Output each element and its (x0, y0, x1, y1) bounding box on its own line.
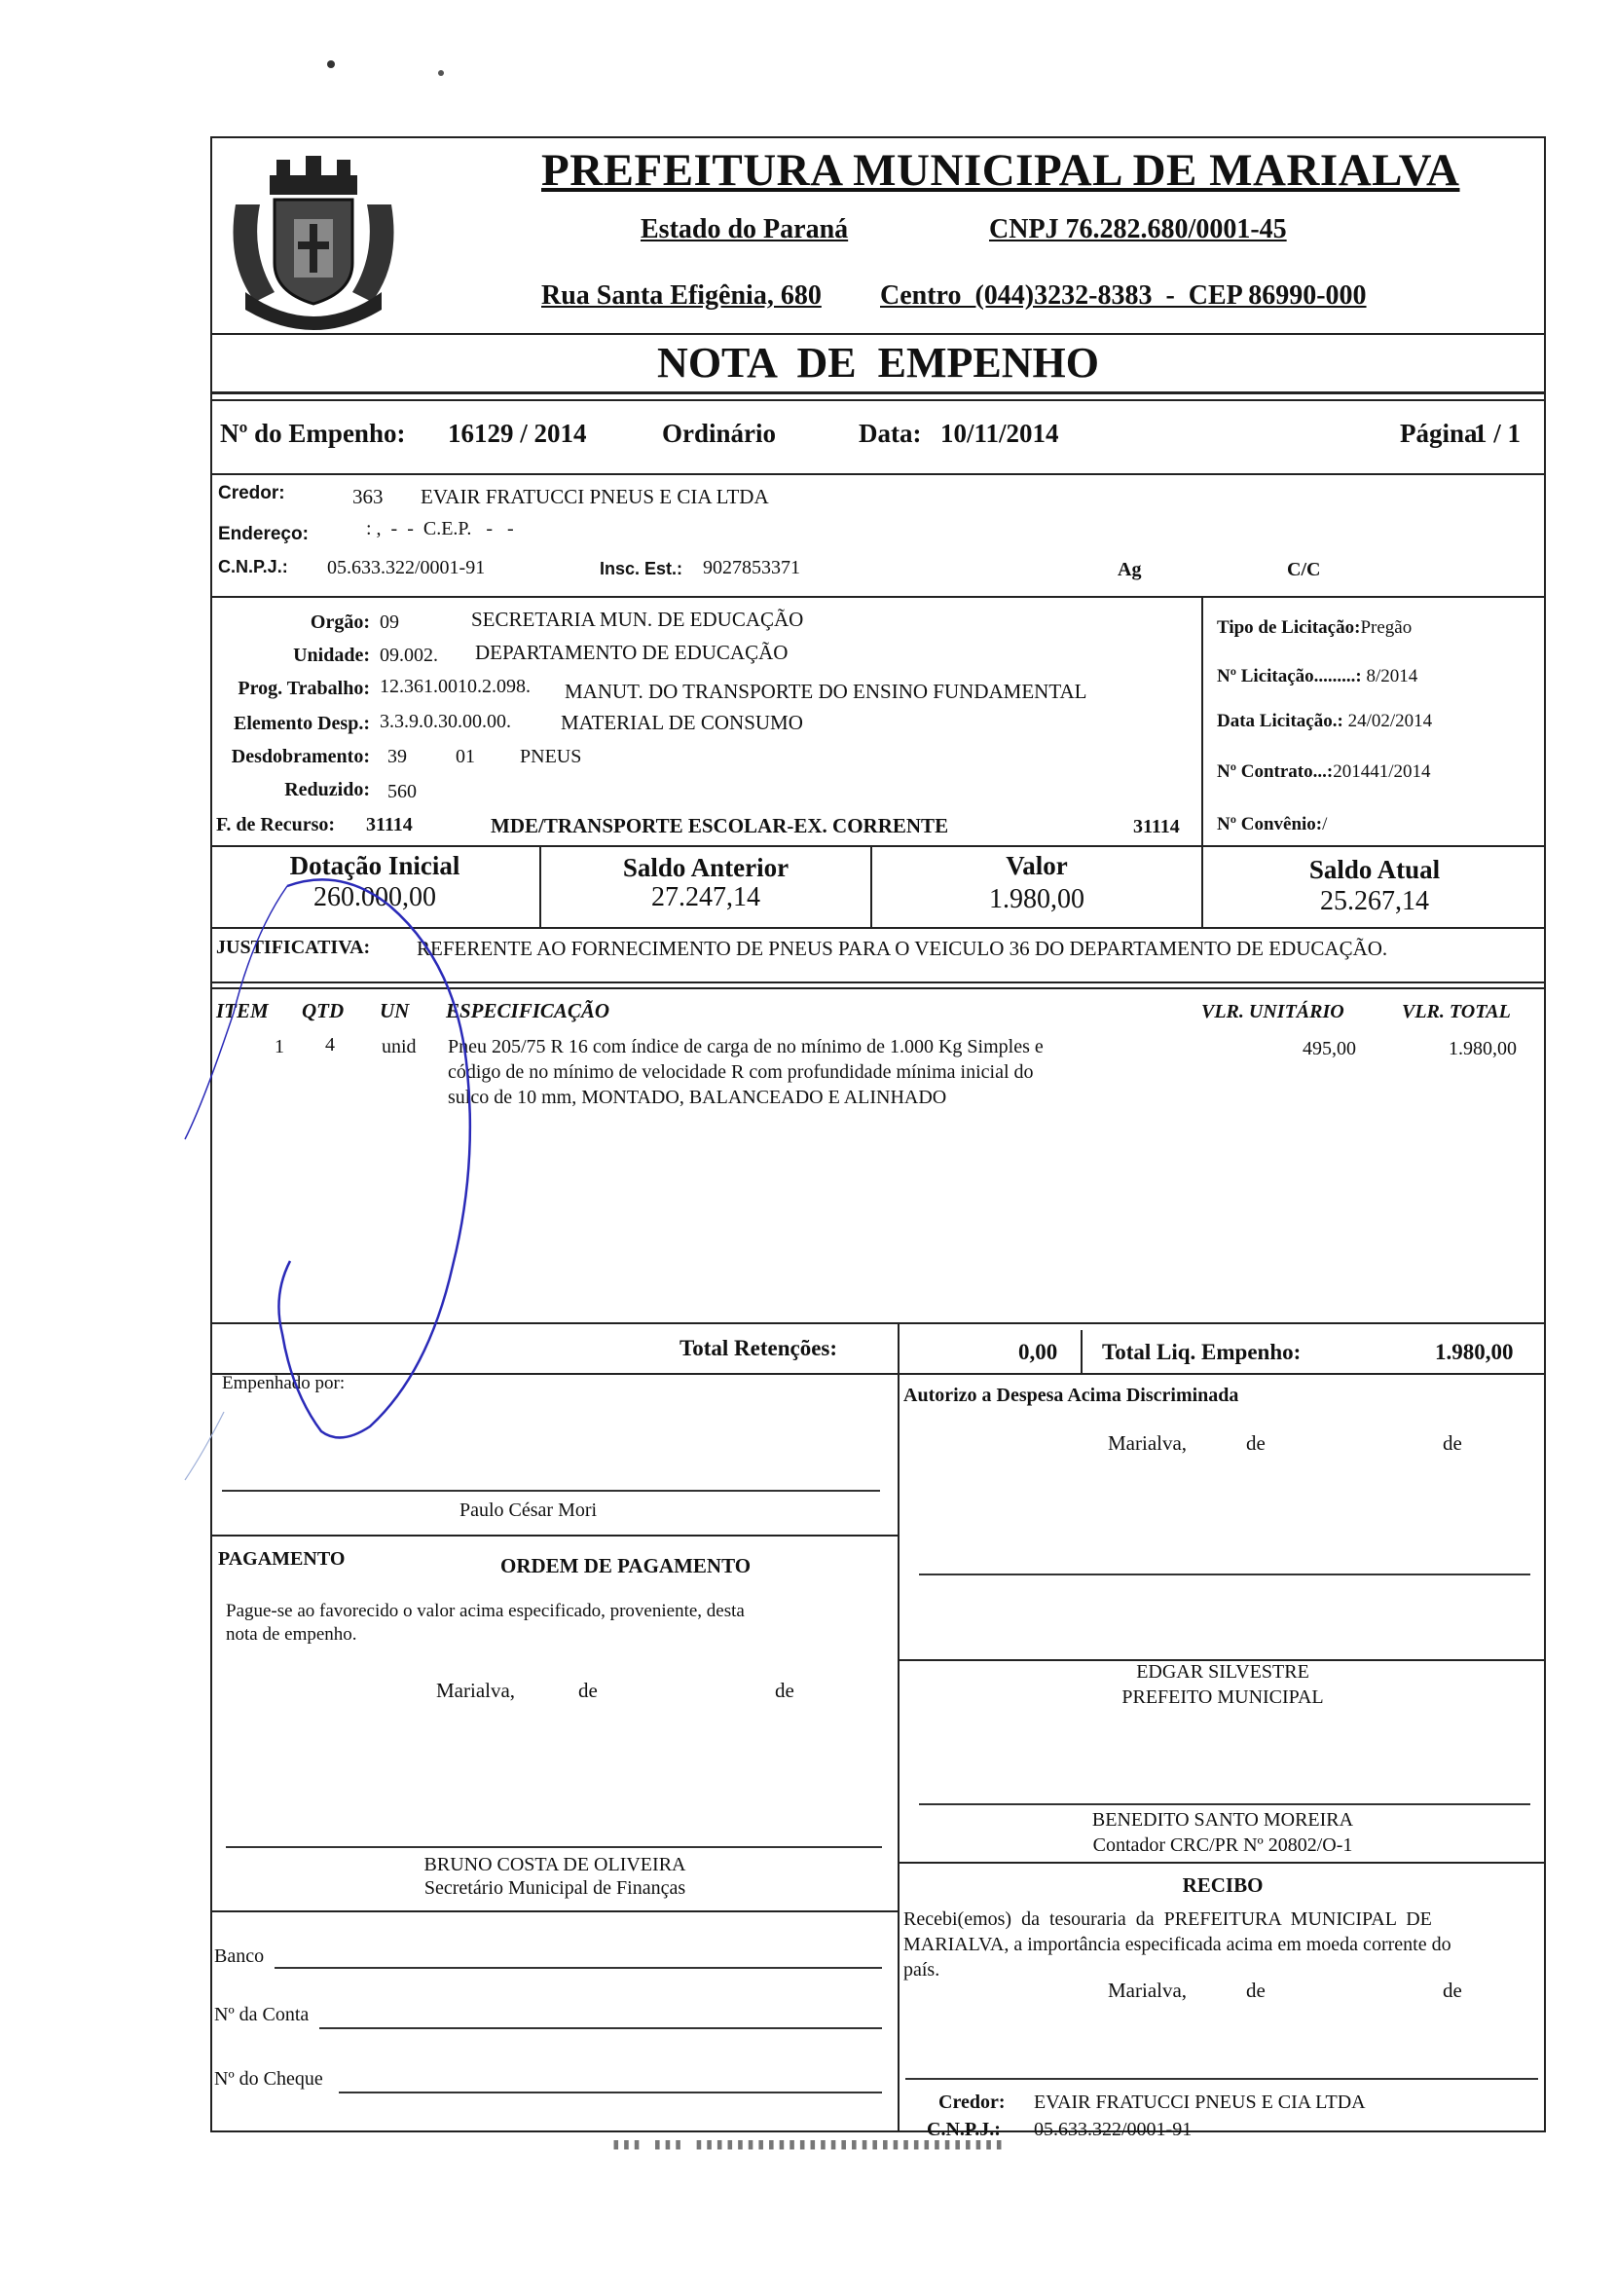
saldo-anterior-label: Saldo Anterior (622, 853, 790, 882)
dotacao-value: 260.000,00 (313, 882, 436, 912)
orgao-label: Orgão: (310, 611, 370, 633)
secretario-role: Secretário Municipal de Finanças (423, 1877, 686, 1899)
credor-cnpj-label: C.N.P.J.: (218, 557, 288, 576)
col-unitario: VLR. UNITÁRIO (1201, 1001, 1344, 1022)
desdob-name: PNEUS (520, 746, 582, 767)
saldo-atual-value: 25.267,14 (1320, 886, 1429, 916)
recibo-title: RECIBO (1182, 1873, 1264, 1897)
pagamento-text: nota de empenho. (226, 1624, 357, 1645)
retencoes-label: Total Retenções: (679, 1336, 838, 1360)
empenhado-name: Paulo César Mori (459, 1500, 598, 1521)
orgao-name: SECRETARIA MUN. DE EDUCAÇÃO (471, 608, 804, 631)
unidade-label: Unidade: (293, 645, 370, 666)
recibo-text: MARIALVA, a importância especificada acima em moeda corrente do (903, 1934, 1451, 1955)
empenho-type: Ordinário (662, 419, 777, 448)
autorizo-de2: de (1443, 1431, 1462, 1455)
col-especificacao: ESPECIFICAÇÃO (446, 999, 610, 1022)
num-licitacao-label: Nº Licitação.........: 8/2014 (1217, 666, 1418, 686)
municipal-seal (216, 146, 411, 331)
empenho-label: Nº do Empenho: (220, 419, 406, 448)
credor-name: EVAIR FRATUCCI PNEUS E CIA LTDA (421, 485, 769, 508)
elemento-label: Elemento Desp.: (234, 713, 370, 734)
recurso-label: F. de Recurso: (216, 814, 336, 835)
address: Rua Santa Efigênia, 680 (541, 280, 822, 311)
dotacao-label: Dotação Inicial (289, 851, 460, 880)
item-unit-value: 495,00 (1303, 1038, 1356, 1059)
total-liq-value: 1.980,00 (1435, 1340, 1514, 1364)
pagamento-de1: de (578, 1679, 598, 1702)
estado: Estado do Paraná (641, 214, 849, 244)
contador-role: Contador CRC/PR Nº 20802/O-1 (1092, 1834, 1353, 1856)
elemento-code: 3.3.9.0.30.00.00. (380, 711, 511, 732)
district-phone-cep: Centro (044)3232-8383 - CEP 86990-000 (880, 280, 1367, 311)
prog-name: MANUT. DO TRANSPORTE DO ENSINO FUNDAMENTAL (565, 680, 1087, 703)
page-number: 1 / 1 (1474, 419, 1522, 448)
prefeitura-title: PREFEITURA MUNICIPAL DE MARIALVA (541, 145, 1460, 196)
elemento-name: MATERIAL DE CONSUMO (561, 711, 803, 734)
unidade-name: DEPARTAMENTO DE EDUCAÇÃO (475, 641, 789, 664)
reduzido-label: Reduzido: (284, 779, 370, 800)
col-un: UN (380, 999, 410, 1022)
page-label: Página (1400, 419, 1478, 448)
justificativa-label: JUSTIFICATIVA: (216, 937, 371, 958)
saldo-atual-label: Saldo Atual (1308, 855, 1441, 884)
date-label: Data: (859, 419, 922, 448)
desdob-label: Desdobramento: (231, 746, 370, 767)
item-un: unid (382, 1036, 417, 1057)
recibo-credor: EVAIR FRATUCCI PNEUS E CIA LTDA (1034, 2092, 1366, 2113)
col-qtd: QTD (302, 999, 345, 1022)
item-number: 1 (275, 1036, 284, 1057)
reduzido: 560 (387, 781, 417, 802)
recibo-text: país. (903, 1959, 940, 1981)
ag-label: Ag (1118, 559, 1142, 580)
tipo-licitacao-label: Tipo de Licitação:Pregão (1217, 617, 1413, 638)
endereco: : , - - C.E.P. - - (366, 518, 514, 539)
scan-speck (327, 60, 335, 68)
desdob-a: 39 (387, 746, 407, 767)
empenhado-label: Empenhado por: (222, 1373, 346, 1393)
credor-code: 363 (352, 485, 384, 508)
secretario-name: BRUNO COSTA DE OLIVEIRA (423, 1854, 686, 1875)
justificativa-text: REFERENTE AO FORNECIMENTO DE PNEUS PARA O VEICULO 36 DO DEPARTAMENTO DE EDUCAÇÃO. (417, 937, 1388, 960)
recibo-cnpj-label: C.N.P.J.: (927, 2119, 1001, 2140)
recibo-cnpj: 05.633.322/0001-91 (1034, 2119, 1193, 2140)
pagamento-label: PAGAMENTO (218, 1548, 346, 1570)
retencoes-value: 0,00 (1018, 1340, 1058, 1364)
insc-value: 9027853371 (703, 557, 800, 578)
banco-label: Banco (214, 1945, 265, 1967)
data-licitacao-label: Data Licitação.: 24/02/2014 (1217, 711, 1433, 731)
recurso-code2: 31114 (1133, 816, 1180, 837)
desdob-b: 01 (456, 746, 475, 767)
recibo-de2: de (1443, 1979, 1462, 2002)
credor-label: Credor: (218, 483, 285, 503)
prefeito-role: PREFEITO MUNICIPAL (1121, 1686, 1324, 1708)
item-qtd: 4 (325, 1034, 335, 1055)
recibo-city: Marialva, (1108, 1979, 1188, 2002)
prog-code: 12.361.0010.2.098. (380, 676, 531, 697)
col-item: ITEM (216, 999, 269, 1022)
total-liq-label: Total Liq. Empenho: (1102, 1340, 1302, 1364)
cc-label: C/C (1287, 559, 1321, 580)
recurso-code: 31114 (366, 814, 413, 835)
pagamento-city: Marialva, (436, 1679, 516, 1702)
credor-cnpj: 05.633.322/0001-91 (327, 557, 486, 578)
saldo-anterior-value: 27.247,14 (651, 882, 760, 912)
orgao-code: 09 (380, 611, 399, 633)
bottom-stamp-marks: ▮▮▮ ▮▮▮ ▮▮▮▮▮▮▮▮▮▮▮▮▮▮▮▮▮▮▮▮▮▮▮▮▮▮▮▮▮▮ (611, 2134, 1006, 2153)
empenho-number: 16129 / 2014 (448, 419, 587, 448)
doc-title: NOTA DE EMPENHO (657, 339, 1099, 387)
insc-label: Insc. Est.: (600, 559, 683, 578)
prefeito-name: EDGAR SILVESTRE (1136, 1661, 1309, 1683)
prog-label: Prog. Trabalho: (238, 678, 370, 699)
ordem-pagamento: ORDEM DE PAGAMENTO (500, 1554, 752, 1577)
pagamento-de2: de (775, 1679, 794, 1702)
pagamento-text: Pague-se ao favorecido o valor acima especificado, proveniente, desta (226, 1601, 745, 1621)
item-espec-line: Pneu 205/75 R 16 com índice de carga de no mínimo de 1.000 Kg Simples e (448, 1036, 1044, 1057)
item-espec-line: sulco de 10 mm, MONTADO, BALANCEADO E ALINHADO (448, 1087, 947, 1108)
conta-label: Nº da Conta (214, 2004, 310, 2025)
recurso-name: MDE/TRANSPORTE ESCOLAR-EX. CORRENTE (491, 814, 949, 837)
col-total: VLR. TOTAL (1402, 1001, 1511, 1022)
item-espec-line: código de no mínimo de velocidade R com profundidade mínima inicial do (448, 1061, 1034, 1083)
recibo-credor-label: Credor: (938, 2092, 1006, 2113)
convenio-label: Nº Convênio:/ (1217, 814, 1328, 834)
item-total-value: 1.980,00 (1449, 1038, 1517, 1059)
recibo-de1: de (1246, 1979, 1266, 2002)
autorizo-de1: de (1246, 1431, 1266, 1455)
autorizo-city: Marialva, (1108, 1431, 1188, 1455)
valor-value: 1.980,00 (989, 884, 1084, 914)
unidade-code: 09.002. (380, 645, 438, 666)
prefeitura-cnpj: CNPJ 76.282.680/0001-45 (989, 214, 1287, 244)
recibo-text: Recebi(emos) da tesouraria da PREFEITURA MUNICIPAL DE (903, 1908, 1432, 1930)
contrato-label: Nº Contrato...:201441/2014 (1217, 761, 1431, 782)
scan-speck (438, 70, 444, 76)
contador-name: BENEDITO SANTO MOREIRA (1091, 1809, 1354, 1831)
autorizo-text: Autorizo a Despesa Acima Discriminada (903, 1385, 1239, 1406)
cheque-label: Nº do Cheque (214, 2068, 323, 2090)
valor-label: Valor (1006, 851, 1068, 880)
endereco-label: Endereço: (218, 524, 309, 544)
empenho-date: 10/11/2014 (940, 419, 1059, 448)
